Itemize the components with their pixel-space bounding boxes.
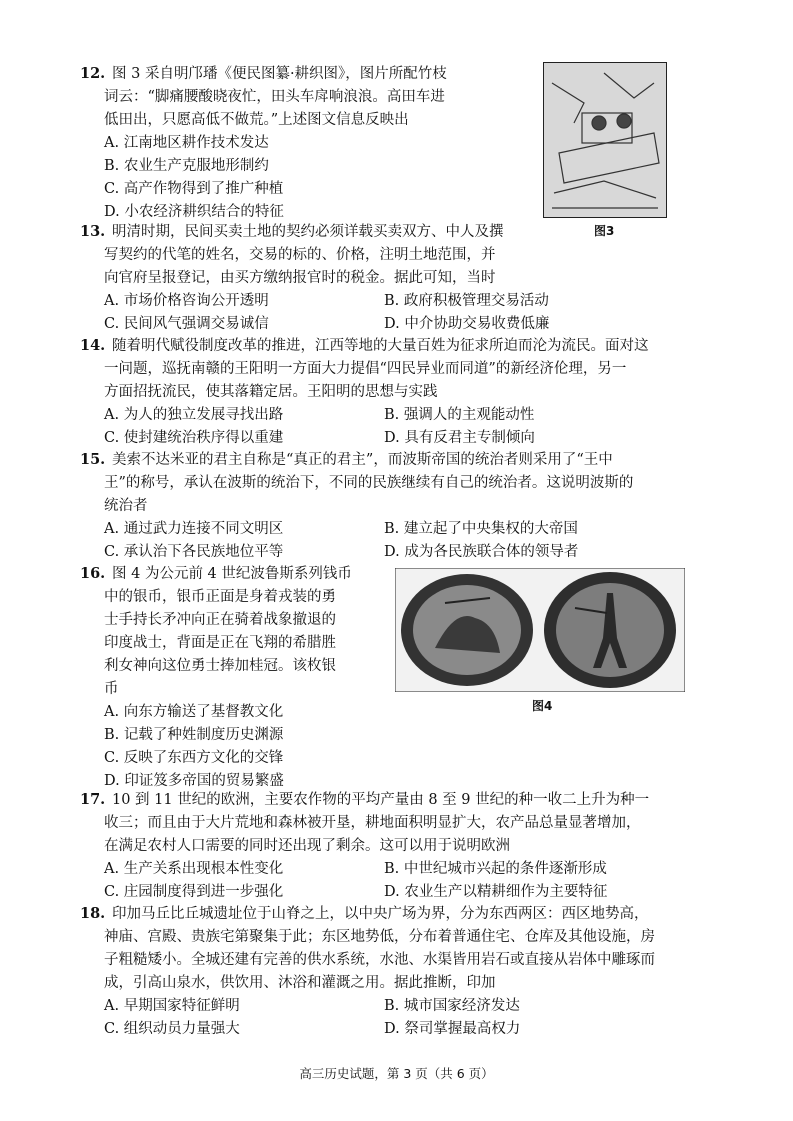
question-14 (80, 334, 720, 450)
option-a: A. 通过武力连接不同文明区 (104, 521, 284, 537)
page-footer: 高三历史试题，第 3 页（共 6 页） (299, 1066, 494, 1081)
question-stem: 17. 10 到 11 世纪的欧洲，主要农作物的平均产量由 8 至 9 世纪的种一收二上升为种一 收三；而且由于大片荒地和森林被开垦，耕地面积明显扩大，农产品总量显著增加， 在满足农村人口需要的同时还出现了剩余。这可以用于说明欧洲 (80, 788, 720, 858)
question-stem: 16. 图 4 为公元前 4 世纪波鲁斯系列钱币 中的银币，银币正面是身着戎装的勇 士手持长矛冲向正在骑着战象撤退的 印度战士，背面是正在飞翔的希腊胜 利女神向这位勇士捧加桂冠。该枚银 币 (80, 562, 390, 701)
option-d: D. 小农经济耕织结合的特征 (104, 204, 284, 220)
option-c: C. 组织动员力量强大 (104, 1021, 240, 1037)
option-d: D. 中介协助交易收费低廉 (384, 316, 550, 332)
option-d: D. 祭司掌握最高权力 (384, 1021, 521, 1037)
option-c: C. 民间风气强调交易诚信 (104, 316, 269, 332)
option-b: B. 政府积极管理交易活动 (384, 293, 549, 309)
question-17 (80, 788, 720, 904)
option-d: D. 印证笈多帝国的贸易繁盛 (104, 773, 284, 789)
option-c: C. 使封建统治秩序得以重建 (104, 430, 284, 446)
question-number: 12. (80, 65, 106, 82)
question-15 (80, 448, 720, 564)
question-number: 16. (80, 565, 106, 582)
question-18 (80, 902, 720, 1041)
option-d: D. 具有反君主专制倾向 (384, 430, 535, 446)
figure-4-coin-image (395, 568, 685, 692)
option-b: B. 记载了种姓制度历史渊源 (104, 727, 284, 743)
question-number: 15. (80, 451, 106, 468)
figure-4-caption: 图4 (532, 699, 553, 713)
option-c: C. 反映了东西方文化的交锋 (104, 750, 284, 766)
option-b: B. 农业生产克服地形制约 (104, 158, 269, 174)
option-c: C. 承认治下各民族地位平等 (104, 544, 284, 560)
question-13 (80, 220, 710, 336)
question-number: 18. (80, 905, 106, 922)
question-stem: 14. 随着明代赋役制度改革的推进，江西等地的大量百姓为征求所迫而沦为流民。面对这 一问题，巡抚南赣的王阳明一方面大力提倡“四民异业而同道”的新经济伦理，另一 方面招抚流民，使其落籍定居。王阳明的思想与实践 (80, 334, 720, 404)
question-stem: 18. 印加马丘比丘城遗址位于山脊之上，以中央广场为界，分为东西两区：西区地势高， 神庙、宫殿、贵族宅第聚集于此；东区地势低，分布着普通住宅、仓库及其他设施，房 子粗糙矮小。全城还建有完善的供水系统，水池、水渠皆用岩石或直接从岩体中雕琢而 成，引高山泉水，供饮用、沐浴和灌溉之用。据此推断，印加 (80, 902, 720, 995)
question-16 (80, 562, 390, 793)
question-stem: 13. 明清时期，民间买卖土地的契约必须详载买卖双方、中人及撰 写契约的代笔的姓名，交易的标的、价格，注明土地范围，并 向官府呈报登记，由买方缴纳报官时的税金。据此可知，当时 (80, 220, 710, 290)
question-number: 17. (80, 791, 106, 808)
question-12 (80, 62, 540, 224)
option-a: A. 江南地区耕作技术发达 (104, 135, 269, 151)
option-d: D. 成为各民族联合体的领导者 (384, 544, 579, 560)
option-b: B. 强调人的主观能动性 (384, 407, 535, 423)
option-c: C. 高产作物得到了推广种植 (104, 181, 284, 197)
question-number: 14. (80, 337, 106, 354)
option-a: A. 市场价格咨询公开透明 (104, 293, 269, 309)
question-stem: 15. 美索不达米亚的君主自称是“真正的君主”，而波斯帝国的统治者则采用了“王中 王”的称号，承认在波斯的统治下，不同的民族继续有自己的统治者。这说明波斯的 统治者 (80, 448, 720, 518)
option-b: B. 城市国家经济发达 (384, 998, 520, 1014)
question-stem: 12. 图 3 采自明邝璠《便民图纂·耕织图》，图片所配竹枝 词云：“脚痛腰酸晓夜忙，田头车戽响浪浪。高田车进 低田出，只愿高低不做荒。”上述图文信息反映出 (80, 62, 540, 132)
option-c: C. 庄园制度得到进一步强化 (104, 884, 284, 900)
figure-3-woodcut-image (543, 62, 667, 218)
figure-3-caption: 图3 (594, 224, 615, 238)
option-b: B. 建立起了中央集权的大帝国 (384, 521, 578, 537)
option-a: A. 为人的独立发展寻找出路 (104, 407, 284, 423)
question-number: 13. (80, 223, 106, 240)
option-a: A. 生产关系出现根本性变化 (104, 861, 284, 877)
option-a: A. 早期国家特征鲜明 (104, 998, 240, 1014)
option-d: D. 农业生产以精耕细作为主要特征 (384, 884, 608, 900)
option-b: B. 中世纪城市兴起的条件逐渐形成 (384, 861, 607, 877)
option-a: A. 向东方输送了基督教文化 (104, 704, 284, 720)
